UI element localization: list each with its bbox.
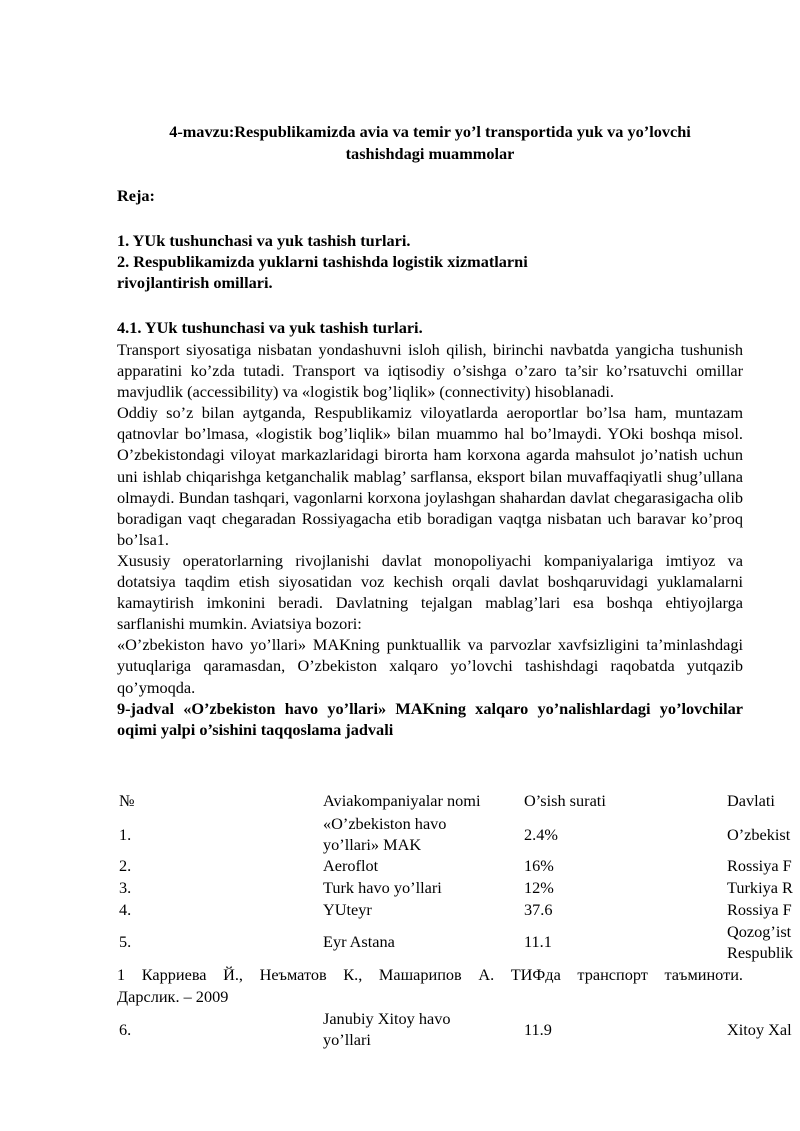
row-growth: 11.1 bbox=[524, 932, 552, 951]
row-country: Xitoy Xal bbox=[727, 1020, 792, 1039]
row-airline: Turk havo yo’llari bbox=[323, 878, 442, 897]
table-caption: 9-jadval «O’zbekiston havo yo’llari» MAKning xalqaro yo’nalishlardagi yo’lovchilar oqimi yalpi o’sishini taqqoslama jadvali bbox=[117, 698, 743, 739]
plan-item-1: 1. YUk tushunchasi va yuk tashish turlari. bbox=[117, 231, 411, 250]
plan-item-2-line-2: rivojlantirish omillari. bbox=[117, 273, 273, 292]
header-airline: Aviakompaniyalar nomi bbox=[323, 791, 481, 810]
row-growth: 12% bbox=[524, 878, 554, 897]
body-text bbox=[117, 339, 743, 740]
airline-word: Janubiy bbox=[323, 1009, 374, 1028]
row-growth: 37.6 bbox=[524, 900, 553, 919]
row-growth: 11.9 bbox=[524, 1020, 552, 1039]
paragraph-2: Oddiy so’z bilan aytganda, Respublikamiz viloyatlarda aeroportlar bo’lsa ham, muntazam qatnovlar bo’lmasa, «logistik bog’liqlik» bilan muammo hal bo’lmaydi. YOki boshqa misol. O’zbekistondagi viloyat markazlaridagi birorta ham korxona agarda mahsulot jo’natish uchun uni ishlab chiqarishga ketganchalik mablag’ sarflansa, eksport bilan muvaffaqiyatli shug’ullana olmaydi. Bundan tashqari, vagonlarni korxona joylashgan shahardan davlat chegarasigacha olib boradigan vaqt chegaradan Rossiyagacha etib boradigan vaqtga nisbatan uch baravar ko’proq bo’lsa1. bbox=[117, 403, 743, 549]
row-growth: 16% bbox=[524, 856, 554, 875]
document-title bbox=[117, 121, 743, 165]
row-number: 3. bbox=[119, 878, 132, 897]
row-airline: Eyr Astana bbox=[323, 932, 395, 951]
country-line: Qozog’ist bbox=[727, 922, 792, 941]
row-airline: YUteyr bbox=[323, 900, 372, 919]
row-number: 6. bbox=[119, 1020, 132, 1039]
row-airline bbox=[323, 1008, 511, 1050]
plan-item-2-line-1: 2. Respublikamizda yuklarni tashishda logistik xizmatlarni bbox=[117, 252, 528, 271]
airline-word: havo bbox=[414, 814, 447, 833]
airline-word: yo’llari bbox=[323, 1030, 371, 1049]
row-number: 2. bbox=[119, 856, 132, 875]
title-line-2: tashishdagi muammolar bbox=[345, 144, 515, 163]
row-country: Rossiya F bbox=[727, 856, 792, 875]
row-airline: Aeroflot bbox=[323, 856, 379, 875]
row-country: O’zbekist bbox=[727, 825, 791, 844]
airline-word: yo’llari» MAK bbox=[323, 835, 422, 854]
airline-word: «O’zbekiston bbox=[323, 814, 411, 833]
row-number: 5. bbox=[119, 932, 132, 951]
footnote-line-2: Дарслик. – 2009 bbox=[117, 986, 229, 1006]
plan-label: Reja: bbox=[117, 186, 155, 205]
row-number: 4. bbox=[119, 900, 132, 919]
section-heading: 4.1. YUk tushunchasi va yuk tashish turlari. bbox=[117, 318, 423, 337]
row-number: 1. bbox=[119, 825, 132, 844]
row-country: Turkiya R bbox=[727, 878, 793, 897]
paragraph-4: «O’zbekiston havo yo’llari» MAKning punktuallik va parvozlar xavfsizligini ta’minlashdagi yutuqlariga qaramasdan, O’zbekiston xalqaro yo’lovchi tashishdagi raqobatda yutqazib qo’ymoqda. bbox=[117, 635, 743, 697]
header-growth: O’sish surati bbox=[524, 791, 606, 810]
row-growth: 2.4% bbox=[524, 825, 558, 844]
header-number: № bbox=[119, 791, 135, 810]
footnote bbox=[117, 964, 743, 1007]
airline-word: havo bbox=[418, 1009, 451, 1028]
footnote-line-1: 1 Карриева Й., Неъматов К., Машарипов А. ТИФда транспорт таъминоти. bbox=[117, 965, 743, 984]
title-line-1: 4-mavzu:Respublikamizda avia va temir yo’l transportida yuk va yo’lovchi bbox=[169, 122, 691, 141]
header-country: Davlati bbox=[727, 791, 775, 810]
row-airline bbox=[323, 813, 511, 855]
airline-word: Xitoy bbox=[377, 1009, 415, 1028]
row-country: Rossiya F bbox=[727, 900, 792, 919]
row-country bbox=[727, 921, 793, 963]
paragraph-3: Xususiy operatorlarning rivojlanishi davlat monopoliyachi kompaniyalariga imtiyoz va dotatsiya taqdim etish siyosatidan voz kechish orqali davlat boshqaruvidagi yuklamalarni kamaytirish imkonini beradi. Davlatning tejalgan mablag’lari esa boshqa ehtiyojlarga sarflanishi mumkin. Aviatsiya bozori: bbox=[117, 550, 743, 634]
country-line: Respublik bbox=[727, 943, 794, 962]
paragraph-1: Transport siyosatiga nisbatan yondashuvni isloh qilish, birinchi navbatda yangicha tushunish apparatini ko’zda tutadi. Transport va iqtisodiy o’sishga o’zaro ta’sir ko’rsatuvchi omillar mavjudlik (accessibility) va «logistik bog’liqlik» (connectivity) hisoblanadi. bbox=[117, 340, 743, 402]
